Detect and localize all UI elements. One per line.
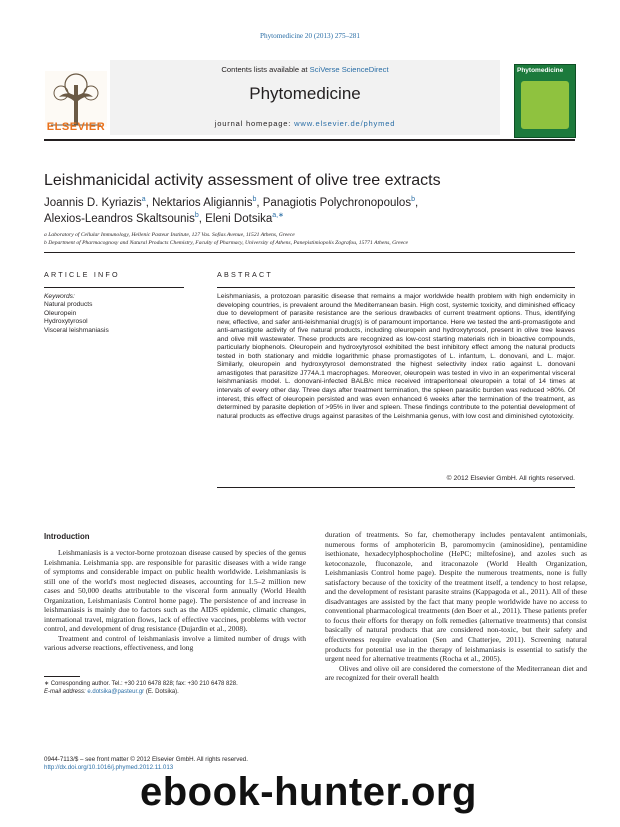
contents-line [110,65,500,74]
author-affiliation-marker[interactable]: b [411,196,415,203]
author-name: Alexios-Leandros Skaltsounis [44,212,195,225]
article-info-heading: ARTICLE INFO [44,270,120,279]
article-title: Leishmanicidal activity assessment of olive tree extracts [44,172,441,189]
footnote-email-line [44,688,238,696]
article-info-divider [44,287,184,288]
elsevier-logo: ELSEVIER [46,121,106,133]
sciencedirect-link[interactable]: SciVerse ScienceDirect [309,65,389,74]
keywords-block [44,293,109,335]
copyright-notice: © 2012 Elsevier GmbH. All rights reserved. [446,475,575,482]
contents-prefix: Contents lists available at [221,65,310,74]
corresponding-author-footnote [44,680,238,696]
homepage-line [110,119,500,128]
intro-right-column [325,530,587,683]
journal-reference[interactable]: Phytomedicine 20 (2013) 275–281 [259,32,360,40]
author-affiliation-marker[interactable]: b [194,212,199,219]
homepage-prefix: journal homepage: [214,119,295,128]
author-name: , Panagiotis Polychronopoulos [256,196,412,209]
author-affiliation-marker[interactable]: a [141,196,146,203]
affiliation-b: b Department of Pharmacognosy and Natural Products Chemistry, Faculty of Pharmacy, University of Athens, Panepistimiopolis Zografou, 15771 Athens, Greece [44,240,409,246]
affiliation-a: a Laboratory of Cellular Immunology, Hellenic Pasteur Institute, 127 Vas. Sofias Avenue, 11521 Athens, Greece [44,232,295,238]
affiliation-divider [44,252,575,253]
watermark-text: ebook-hunter.org [140,770,477,814]
author-name: , Nektarios Aligiannis [145,196,253,209]
author-affiliation-marker[interactable]: b [252,196,257,203]
authors-line-1 [44,196,418,209]
cover-title: Phytomedicine [517,67,564,74]
keyword-item: Oleuropein [44,309,77,317]
author-affiliation-marker[interactable]: a,∗ [272,212,284,219]
keywords-label: Keywords: [44,293,75,300]
abstract-text: Leishmaniasis, a protozoan parasitic disease that remains a major worldwide health problem with high endemicity in developing countries, is prevalent around the Mediterranean basin. High cost, systemic toxicity, and diminished efficacy due to development of parasite resistance are the serious drawbacks of current treatment options. Thus, identifying new, effective, and safer anti-leishmanial drug(s) is of paramount importance. Here we tested the anti-promastigote and anti-amastigote activity of five natural products, including oleuropein and hydroxytyrosol, present in olive tree leaves and olive mill wastewater. These products are recognized as low-cost starting materials rich in bioactive compounds, particularly biophenols. Oleuropein and hydroxytyrosol exhibited the best inhibitory effect among the natural products tested in both stationary and middle logarithmic phase promastigotes of L. infantum, L. donovani, and L. major. Similarly, oleuropein and hydroxytyrosol demonstrated the highest selectivity index ratio against L. donovani amastigotes that parasitize J774A.1 macrophages. Moreover, oleuropein was tested in vivo in an experimental visceral leishmaniasis model. L. donovani-infected BALB/c mice received intraperitoneal oleuropein a total of 14 times at intervals of every other day. Three days after treatment termination, the spleen parasitic burden was reduced >80%. Of interest, this effect of oleuropein persisted and was even enhanced 6 weeks after the termination of the treatment, as determined by parasite depletion of >95% in liver and spleen. These findings contribute to the potential development of natural products as effective drugs against parasites of the Leishmania genus, with low cost and diminished cytotoxicity. [217,293,575,420]
abstract-heading: ABSTRACT [217,270,273,279]
author-name: Joannis D. Kyriazis [44,196,142,209]
keyword-item: Visceral leishmaniasis [44,326,109,334]
abstract-divider [217,287,575,288]
author-name: , [414,196,419,209]
footnote-divider [44,676,80,677]
email-label: E-mail address: [44,689,88,695]
homepage-link[interactable]: www.elsevier.de/phymed [294,119,396,128]
authors-line-2 [44,211,284,225]
issn-line: 0944-7113/$ – see front matter © 2012 Elsevier GmbH. All rights reserved. [44,756,248,763]
header-divider [44,139,575,141]
doi-link[interactable]: http://dx.doi.org/10.1016/j.phymed.2012.11.013 [44,764,174,771]
abstract-bottom-divider [217,487,575,488]
keyword-item: Natural products [44,301,93,309]
journal-cover-image[interactable] [514,64,576,138]
cover-leaf-image [521,81,569,129]
intro-paragraph: duration of treatments. So far, chemotherapy includes pentavalent antimonials, numerous forms of amphotericin B, paromomycin (aminosidine), pentamidine isethionate, hexadecylphosphocholine (HePC; miltefosine), and azoles such as ketoconazole, fluconazole, and itraconazole (World Health Organization, Leishmaniasis Control home page). Despite the numerous treatments, none is fully satisfactory because of the toxicity of the treatment itself, a tendency to host relapse, and the development of resistant parasite strains (Kappagoda et al., 2011). All of these disadvantages are assisted by the fact that many people worldwide have no access to conventional pharmacological treatments (den Boer et al., 2011). These patients prefer to focus their efforts for therapy on folk remedies (alternative treatments) that consist basically of natural products that are considered non-toxic, but their safety and effectiveness require evaluation (Sen and Chatterjee, 2011). Screening natural products for potential use in the therapy of leishmaniasis is essential to satisfy the urgent need for alternative treatments (Rocha et al., 2005). [325,530,587,664]
email-suffix: (E. Dotsika). [144,689,179,695]
introduction-heading: Introduction [44,532,90,541]
intro-left-column [44,548,306,653]
email-link[interactable]: e.dotsika@pasteur.gr [87,689,145,695]
intro-paragraph: Treatment and control of leishmaniasis involve a limited number of drugs with various adverse reactions, effectiveness, and long [44,633,306,653]
footnote-line: ∗ Corresponding author. Tel.: +30 210 6478 828; fax: +30 210 6478 828. [44,681,238,687]
intro-paragraph: Olives and olive oil are considered the cornerstone of the Mediterranean diet and are recognized for their overall health [325,663,587,683]
journal-title: Phytomedicine [249,84,361,103]
author-name: , Eleni Dotsika [198,212,273,225]
keyword-item: Hydroxytyrosol [44,318,88,326]
intro-paragraph: Leishmaniasis is a vector-borne protozoan disease caused by species of the genus Leishmania. Leishmania spp. are responsible for parasitic diseases with a wide range of symptoms and considerable impact on public health worldwide. Leishmaniasis is still one of the world's most neglected diseases, accounting for 1.5–2 million new cases and 50,000 deaths attributable to the visceral form annually (World Health Organization, Leishmaniasis Control home page). The persistence of and increase in leishmaniasis is mainly due to factors such as the AIDS epidemic, climatic changes, international travel, migration flows, lack of effective vaccines, problems with vector control, and development of drug resistance (Dujardin et al., 2008). [44,548,306,634]
